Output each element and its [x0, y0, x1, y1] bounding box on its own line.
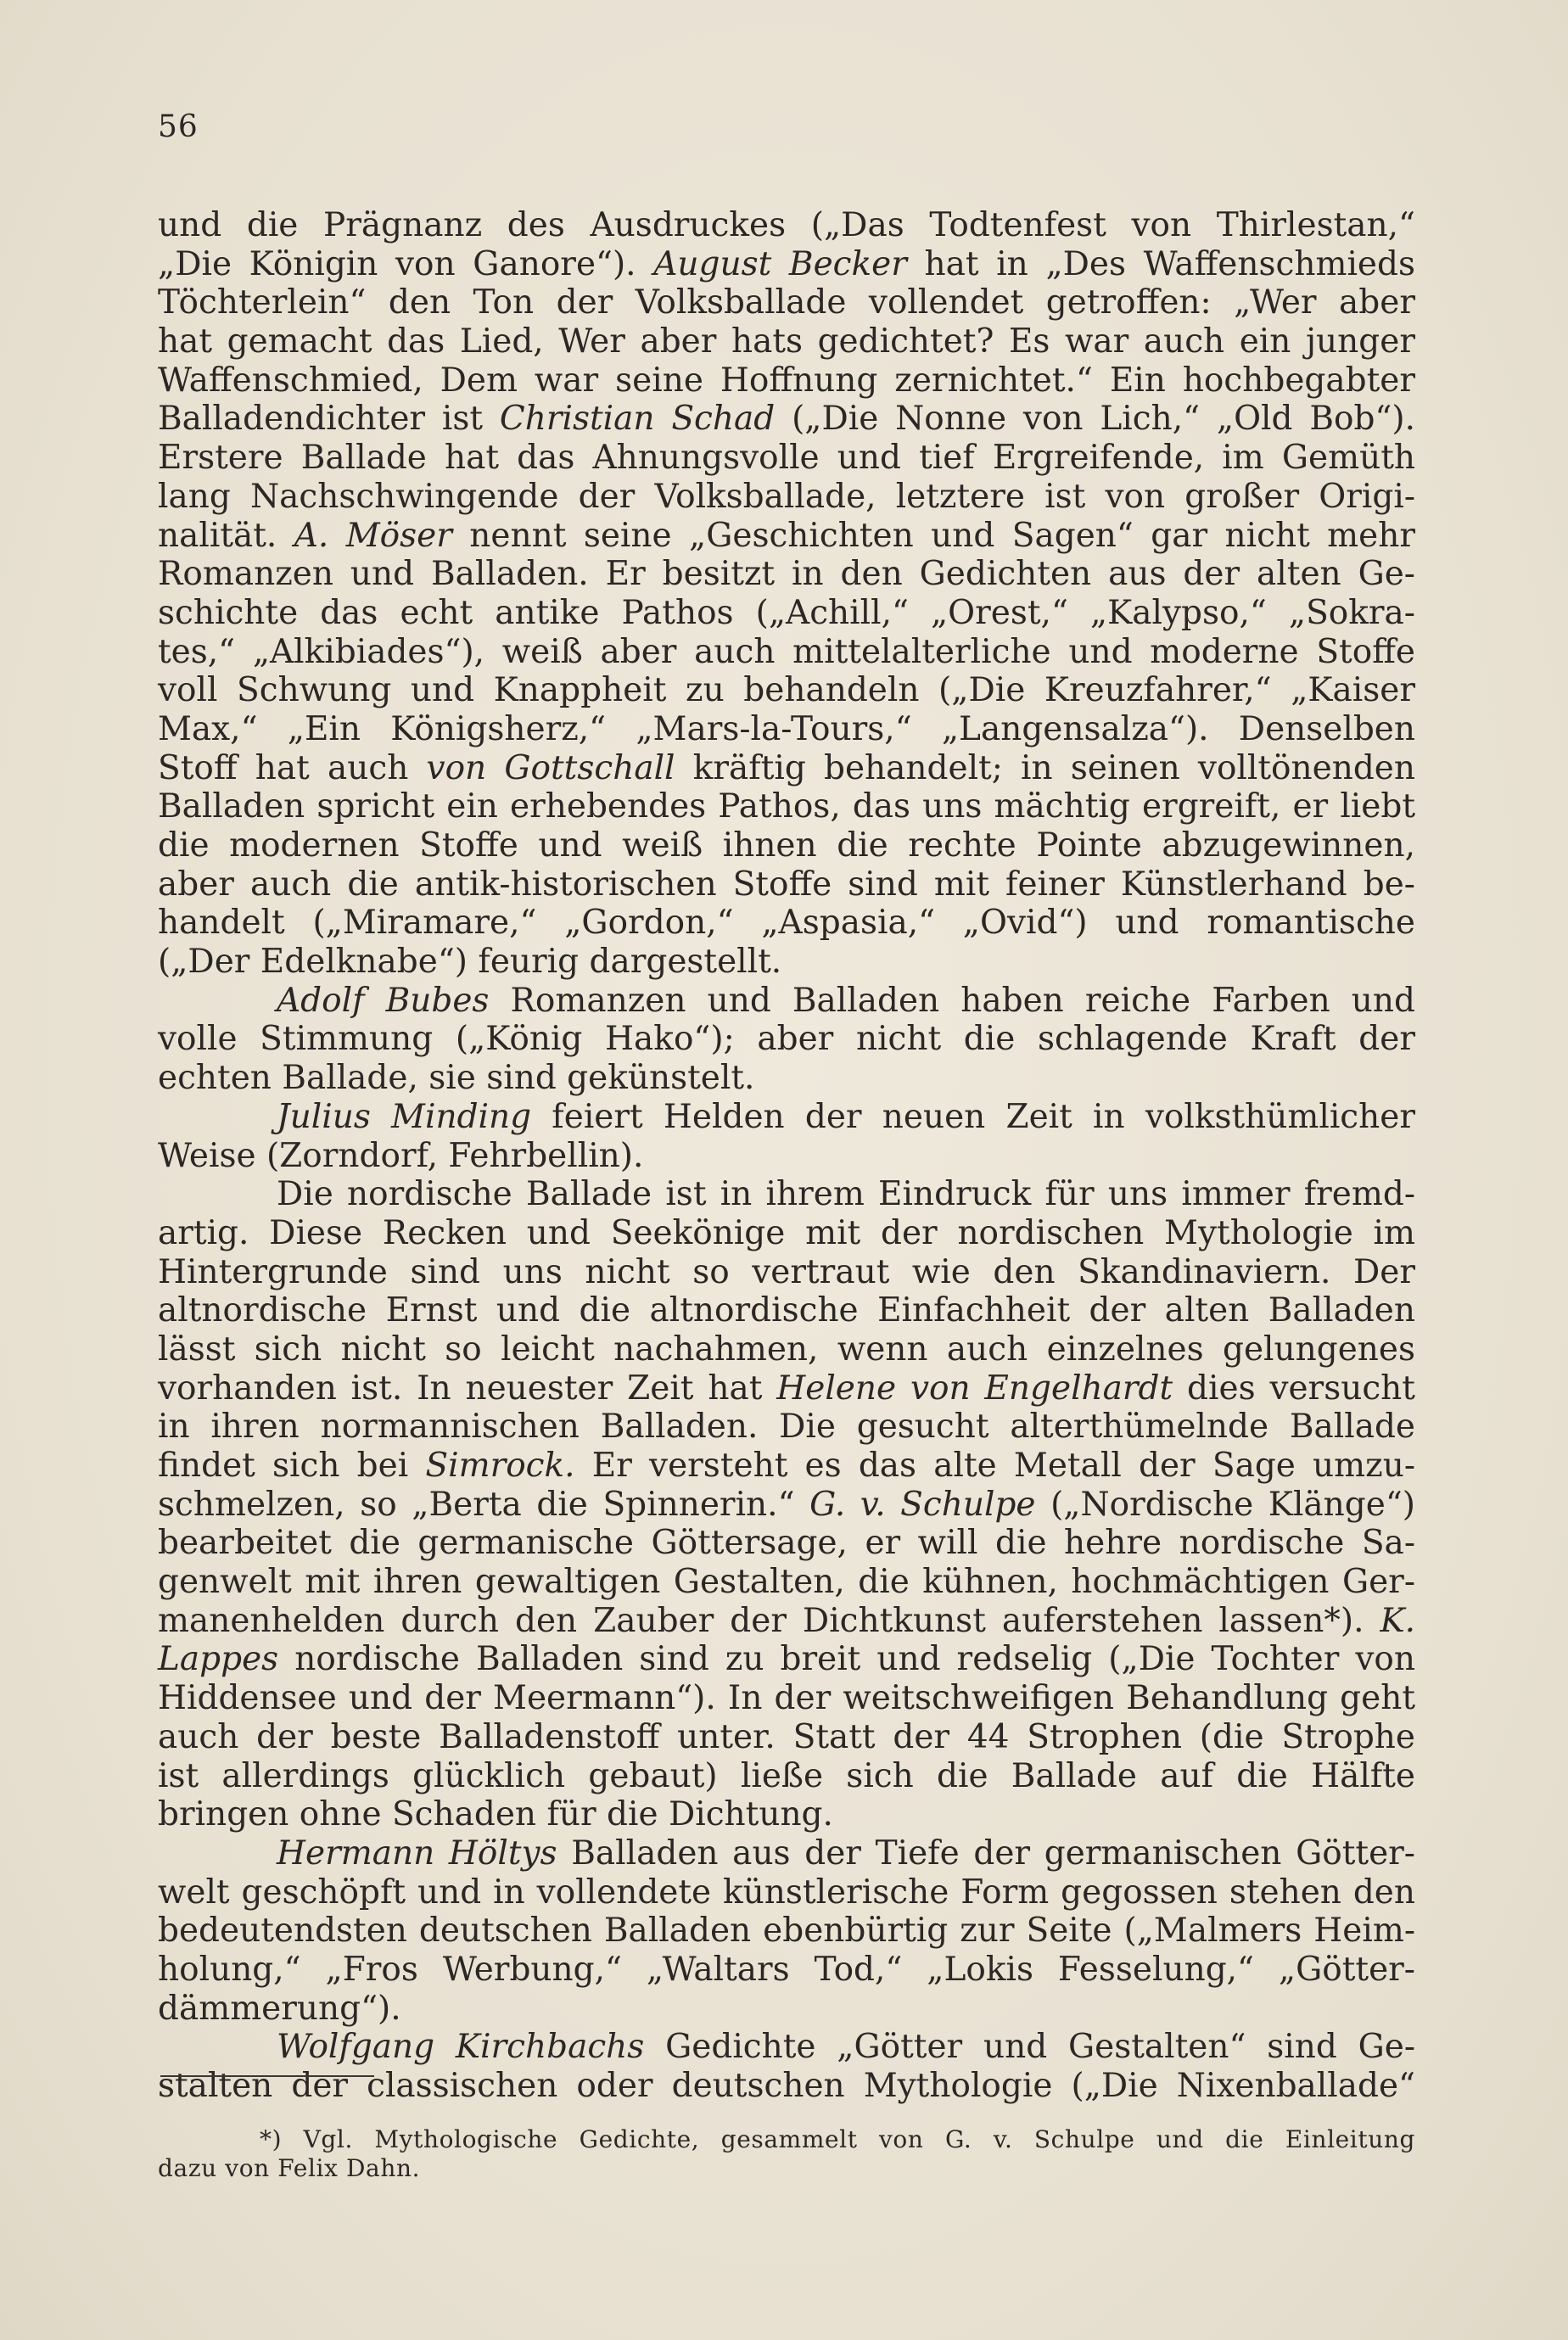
text-run: holung,“ „Fros Werbung,“ „Waltars Tod,“ „Lokis Fesselung,“ „Götter-	[158, 1950, 1415, 1989]
text-run: schichte das echt antike Pathos („Achill,“ „Orest,“ „Kalypso,“ „Sokra-	[158, 593, 1415, 632]
author-name: Christian Schad	[499, 400, 776, 439]
text-line	[158, 1369, 1415, 1408]
text-line	[158, 749, 1415, 788]
text-line	[158, 943, 1415, 982]
text-run: nalität.	[158, 516, 294, 555]
text-line	[158, 633, 1415, 672]
text-run: bearbeitet die germanische Göttersage, er will die hehre nordische Sa-	[158, 1524, 1415, 1563]
body-text	[158, 206, 1415, 2106]
author-name: Adolf Bubes	[277, 981, 490, 1020]
footnote-separator	[160, 2075, 374, 2077]
text-line	[158, 1718, 1415, 1757]
text-run: Waffenschmied, Dem war seine Hoffnung zernichtet.“ Ein hochbegabter	[158, 361, 1415, 400]
text-run: artig. Diese Recken und Seekönige mit der nordischen Mythologie im	[158, 1213, 1415, 1252]
text-run: und die Prägnanz des Ausdruckes („Das Todtenfest von Thirlestan,“	[158, 206, 1415, 244]
text-run: Balladendichter ist	[158, 400, 500, 439]
text-run: („Die Nonne von Lich,“ „Old Bob“).	[775, 400, 1415, 439]
text-line	[158, 555, 1415, 594]
text-line	[158, 710, 1415, 749]
text-line	[158, 1253, 1415, 1292]
text-run: aber auch die antik-historischen Stoffe sind mit feiner Künstlerhand be-	[158, 865, 1415, 904]
author-name: Lappes	[158, 1640, 279, 1679]
text-run: handelt („Miramare,“ „Gordon,“ „Aspasia,“ „Ovid“) und romantische	[158, 904, 1415, 943]
author-name: Helene von Engelhardt	[776, 1369, 1173, 1408]
text-line	[158, 1679, 1415, 1718]
text-run: Balladen aus der Tiefe der germanischen Götter-	[557, 1833, 1415, 1873]
text-line	[158, 517, 1415, 556]
author-name: Julius Minding	[277, 1097, 532, 1136]
text-run: lang Nachschwingende der Volksballade, letztere ist von großer Origi-	[158, 477, 1415, 516]
text-line	[158, 1757, 1415, 1796]
text-line	[158, 1990, 1415, 2029]
text-line	[158, 206, 1415, 245]
text-run: ist allerdings glücklich gebaut) ließe sich die Ballade auf die Hälfte	[158, 1756, 1415, 1795]
text-run: tes,“ „Alkibiades“), weiß aber auch mittelalterliche und moderne Stoffe	[158, 632, 1415, 671]
text-line	[158, 1330, 1415, 1369]
text-line	[158, 1563, 1415, 1602]
text-run: echten Ballade, sie sind gekünstelt.	[158, 1059, 755, 1098]
text-line	[158, 1795, 1415, 1834]
text-run: Weise (Zorndorf, Fehrbellin).	[158, 1136, 644, 1175]
author-name: Hermann Höltys	[277, 1833, 557, 1873]
text-line	[158, 1873, 1415, 1912]
text-line	[158, 1640, 1415, 1679]
text-line	[158, 594, 1415, 633]
text-run: vorhanden ist. In neuester Zeit hat	[158, 1369, 777, 1408]
text-run: Romanzen und Balladen. Er besitzt in den Gedichten aus der alten Ge-	[158, 555, 1415, 594]
footnote	[158, 2125, 1415, 2183]
text-run: Gedichte „Götter und Gestalten“ sind Ge-	[644, 2028, 1415, 2067]
text-run: kräftig behandelt; in seinen volltönenden	[675, 748, 1416, 787]
text-run: nordische Balladen sind zu breit und redselig („Die Tochter von	[278, 1640, 1415, 1679]
text-run: Max,“ „Ein Königsherz,“ „Mars-la-Tours,“ „Langensalza“). Denselben	[158, 709, 1415, 748]
text-run: hat gemacht das Lied, Wer aber hats gedichtet? Es war auch ein junger	[158, 322, 1415, 361]
text-line	[158, 1059, 1415, 1098]
text-run: altnordische Ernst und die altnordische Einfachheit der alten Balladen	[158, 1291, 1415, 1330]
text-run: nennt seine „Geschichten und Sagen“ gar nicht mehr	[451, 516, 1415, 555]
text-line	[158, 1020, 1415, 1059]
page-number: 56	[158, 109, 199, 144]
text-line	[158, 400, 1415, 439]
text-line	[158, 478, 1415, 517]
text-run: Romanzen und Balladen haben reiche Farben und	[489, 981, 1415, 1020]
author-name: G. v. Schulpe	[809, 1485, 1036, 1524]
text-run: Balladen spricht ein erhebendes Pathos, das uns mächtig ergreift, er liebt	[158, 787, 1415, 826]
text-run: findet sich bei	[158, 1447, 426, 1485]
text-run: bringen ohne Schaden für die Dichtung.	[158, 1795, 833, 1834]
text-line	[158, 982, 1415, 1021]
text-line	[158, 2028, 1415, 2067]
text-run: stalten der classischen oder deutschen Mythologie („Die Nixenballade“	[158, 2067, 1415, 2105]
text-line	[158, 245, 1415, 284]
text-run: volle Stimmung („König Hako“); aber nicht die schlagende Kraft der	[158, 1020, 1415, 1059]
text-line	[158, 361, 1415, 400]
text-run: („Der Edelknabe“) feurig dargestellt.	[158, 943, 782, 982]
text-line	[158, 1214, 1415, 1253]
text-line	[158, 1486, 1415, 1525]
footnote-line: *) Vgl. Mythologische Gedichte, gesammelt von G. v. Schulpe und die Einleitung	[260, 2125, 1415, 2153]
text-run: Hintergrunde sind uns nicht so vertraut wie den Skandinaviern. Der	[158, 1252, 1415, 1291]
text-run: Hiddensee und der Meermann“). In der weitschweifigen Behandlung geht	[158, 1679, 1415, 1718]
text-run: genwelt mit ihren gewaltigen Gestalten, die kühnen, hochmächtigen Ger-	[158, 1563, 1415, 1602]
text-run: hat in „Des Waffenschmieds	[906, 244, 1415, 283]
text-line	[158, 671, 1415, 710]
text-line	[158, 1951, 1415, 1990]
text-line	[158, 904, 1415, 943]
text-line	[158, 1834, 1415, 1873]
text-line	[158, 283, 1415, 322]
text-run: („Nordische Klänge“)	[1035, 1485, 1415, 1524]
author-name: von Gottschall	[426, 748, 675, 787]
text-line	[158, 1524, 1415, 1563]
text-line	[158, 1912, 1415, 1951]
text-run: schmelzen, so „Berta die Spinnerin.“	[158, 1485, 810, 1524]
text-run: feiert Helden der neuen Zeit in volksthümlicher	[531, 1097, 1415, 1136]
footnote-line: dazu von Felix Dahn.	[158, 2154, 421, 2182]
author-name: Simrock.	[425, 1447, 575, 1485]
text-line	[158, 787, 1415, 826]
text-line	[158, 1175, 1415, 1214]
text-run: welt geschöpft und in vollendete künstlerische Form gegossen stehen den	[158, 1873, 1415, 1912]
text-line	[158, 1137, 1415, 1176]
text-run: voll Schwung und Knappheit zu behandeln („Die Kreuzfahrer,“ „Kaiser	[158, 671, 1415, 710]
text-run: in ihren normannischen Balladen. Die gesucht alterthümelnde Ballade	[158, 1408, 1415, 1447]
text-line	[158, 1098, 1415, 1137]
text-line	[158, 1408, 1415, 1447]
text-line	[158, 2067, 1415, 2106]
text-line	[158, 826, 1415, 865]
author-name: August Becker	[653, 244, 907, 283]
author-name: Wolfgang Kirchbachs	[277, 2028, 645, 2067]
text-run: „Die Königin von Ganore“).	[158, 244, 654, 283]
text-line	[158, 1291, 1415, 1330]
text-run: Stoff hat auch	[158, 748, 427, 787]
text-run: Die nordische Ballade ist in ihrem Eindruck für uns immer fremd-	[277, 1175, 1415, 1214]
text-run: bedeutendsten deutschen Balladen ebenbürtig zur Seite („Malmers Heim-	[158, 1912, 1415, 1951]
text-run: dies versucht	[1173, 1369, 1415, 1408]
text-line	[158, 865, 1415, 904]
author-name: K.	[1380, 1601, 1415, 1640]
text-run: Er versteht es das alte Metall der Sage umzu-	[574, 1447, 1416, 1485]
author-name: A. Möser	[294, 516, 452, 555]
text-line	[158, 439, 1415, 478]
text-run: manenhelden durch den Zauber der Dichtkunst auferstehen lassen*).	[158, 1601, 1380, 1640]
text-run: die modernen Stoffe und weiß ihnen die rechte Pointe abzugewinnen,	[158, 826, 1415, 865]
text-run: auch der beste Balladenstoff unter. Statt der 44 Strophen (die Strophe	[158, 1717, 1415, 1756]
text-run: Töchterlein“ den Ton der Volksballade vollendet getroffen: „Wer aber	[158, 283, 1415, 322]
text-line	[158, 1602, 1415, 1641]
text-run: dämmerung“).	[158, 1989, 401, 2028]
text-line	[158, 322, 1415, 361]
text-run: lässt sich nicht so leicht nachahmen, wenn auch einzelnes gelungenes	[158, 1330, 1415, 1369]
text-line	[158, 1447, 1415, 1486]
text-run: Erstere Ballade hat das Ahnungsvolle und tief Ergreifende, im Gemüth	[158, 439, 1415, 478]
